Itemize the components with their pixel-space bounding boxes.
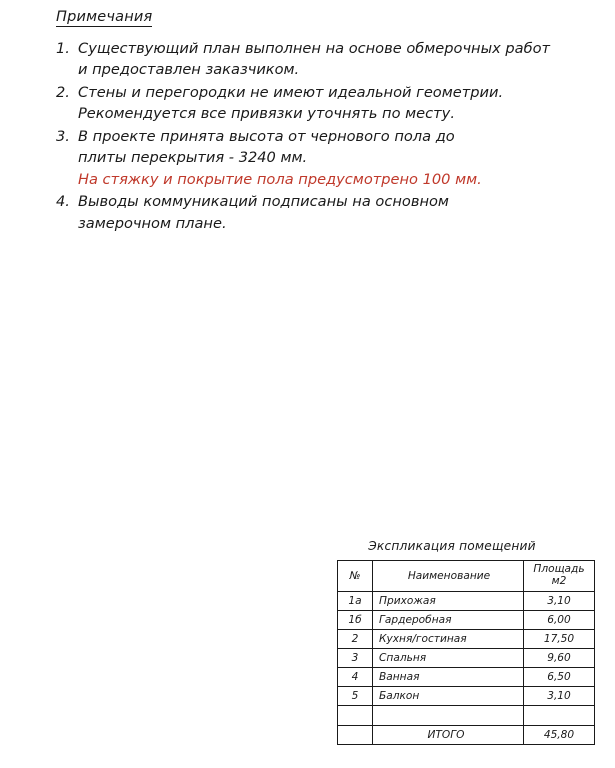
cell-area: 3,10 <box>524 686 595 705</box>
note-body <box>78 38 604 81</box>
cell-area: 6,50 <box>524 667 595 686</box>
cell-area: 17,50 <box>524 629 595 648</box>
note-line: Стены и перегородки не имеют идеальной геометрии. <box>78 83 504 101</box>
table-header <box>338 561 595 592</box>
cell-number: 4 <box>338 667 373 686</box>
cell-name: Балкон <box>373 686 524 705</box>
note-item <box>56 191 604 234</box>
explication-title: Экспликация помещений <box>368 539 536 553</box>
note-number: 1. <box>56 40 70 57</box>
cell-name: Гардеробная <box>373 610 524 629</box>
note-item <box>56 82 604 125</box>
cell-name: Кухня/гостиная <box>373 629 524 648</box>
note-body <box>78 191 604 234</box>
note-number: 4. <box>56 193 70 211</box>
note-item <box>56 38 604 81</box>
notes-title: Примечания <box>56 9 153 25</box>
cell-name: Прихожая <box>373 591 524 610</box>
table-row <box>338 610 595 629</box>
column-header-area-line2: м2 <box>551 574 567 587</box>
column-header-number: № <box>338 561 373 592</box>
note-line: Существующий план выполнен на основе обмерочных работ <box>78 40 551 57</box>
table-row-total <box>338 725 595 744</box>
table-row <box>338 648 595 667</box>
cell-name: Спальня <box>373 648 524 667</box>
column-header-area-line1: Площадь <box>533 563 585 575</box>
note-line: и предоставлен заказчиком. <box>78 61 300 79</box>
table-header-row <box>338 561 595 592</box>
note-line: Рекомендуется все привязки уточнять по месту. <box>78 105 455 123</box>
notes-list <box>56 38 604 234</box>
cell-number <box>338 705 373 725</box>
explication-table <box>337 560 595 745</box>
cell-name: Ванная <box>373 667 524 686</box>
table-row-empty <box>338 705 595 725</box>
note-line: Выводы коммуникаций подписаны на основном <box>78 193 449 211</box>
cell-number: 2 <box>338 629 373 648</box>
note-body <box>78 126 604 190</box>
cell-name <box>373 705 524 725</box>
note-line: плиты перекрытия - 3240 мм. <box>78 149 308 167</box>
table-row <box>338 686 595 705</box>
note-number: 2. <box>56 83 70 101</box>
cell-number: 5 <box>338 686 373 705</box>
note-number: 3. <box>56 127 70 145</box>
explication-section <box>337 539 585 745</box>
cell-number: 3 <box>338 648 373 667</box>
notes-section <box>56 6 604 235</box>
table-row <box>338 667 595 686</box>
cell-total-label: ИТОГО <box>373 725 524 744</box>
cell-number <box>338 725 373 744</box>
table-row <box>338 629 595 648</box>
cell-number: 1б <box>338 610 373 629</box>
table-body <box>338 591 595 744</box>
note-item <box>56 126 604 190</box>
table-row <box>338 591 595 610</box>
cell-area: 6,00 <box>524 610 595 629</box>
cell-number: 1а <box>338 591 373 610</box>
cell-area: 9,60 <box>524 648 595 667</box>
column-header-area <box>524 561 595 592</box>
note-line: В проекте принята высота от чернового пола до <box>78 127 455 145</box>
column-header-name: Наименование <box>373 561 524 592</box>
cell-area: 3,10 <box>524 591 595 610</box>
note-line-highlighted: На стяжку и покрытие пола предусмотрено 100 мм. <box>78 170 482 188</box>
note-body <box>78 82 604 125</box>
cell-total-area: 45,80 <box>524 725 595 744</box>
cell-area <box>524 705 595 725</box>
note-line: замерочном плане. <box>78 214 227 232</box>
